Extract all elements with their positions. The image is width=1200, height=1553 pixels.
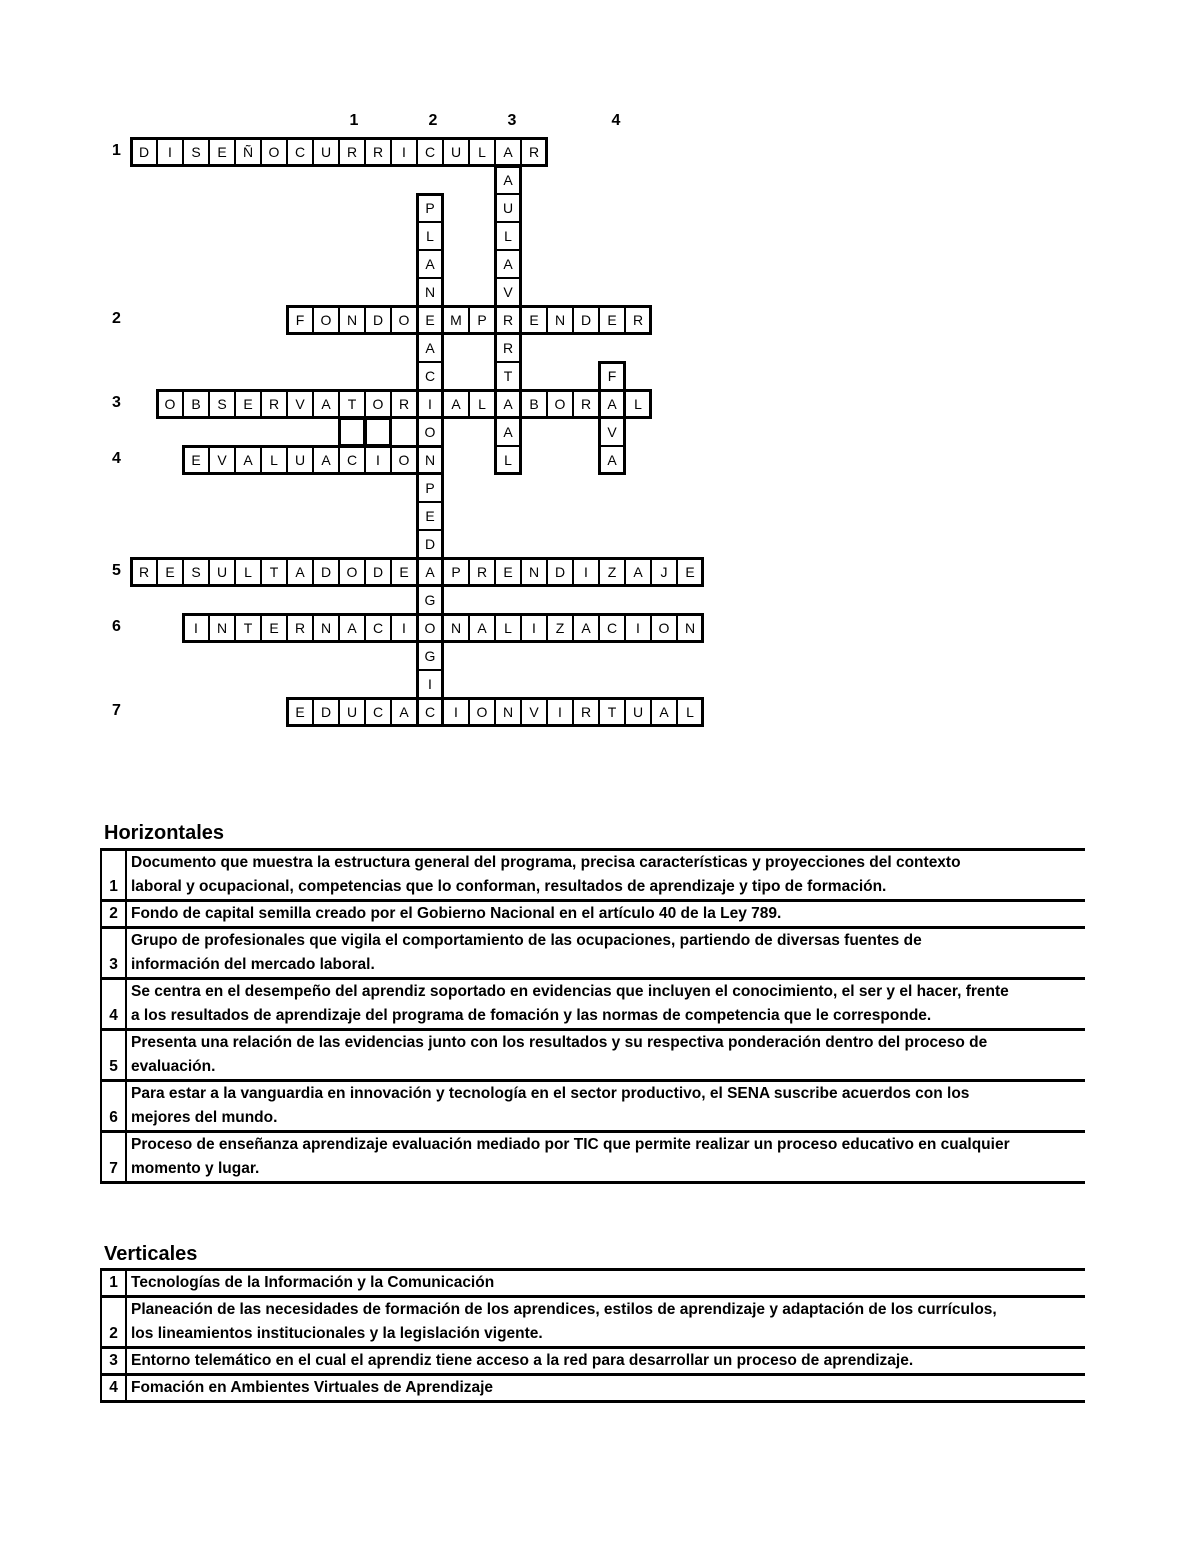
crossword-cell: N — [443, 614, 469, 642]
clue-line: Tecnologías de la Información y la Comunicación — [131, 1274, 495, 1291]
crossword-cell: C — [417, 362, 443, 390]
crossword-cell: E — [495, 558, 521, 586]
crossword-cell: I — [573, 558, 599, 586]
clue-number: 1 — [101, 850, 126, 901]
crossword-cell: A — [391, 698, 417, 726]
verticales-row-1 — [101, 1270, 1085, 1297]
crossword-cell: A — [573, 614, 599, 642]
crossword-cell: R — [495, 334, 521, 362]
crossword-cell: O — [391, 446, 417, 474]
crossword-cell: R — [365, 138, 391, 166]
crossword-cell: R — [339, 138, 365, 166]
clue-line: Planeación de las necesidades de formación de los aprendices, estilos de aprendizaje y adaptación de los currículos, — [131, 1301, 997, 1319]
crossword-cell: L — [469, 390, 495, 418]
crossword-cell: T — [339, 390, 365, 418]
crossword-cell: C — [287, 138, 313, 166]
clue-line: Proceso de enseñanza aprendizaje evaluación mediado por TIC que permite realizar un proceso educativo en cualquier — [131, 1136, 1010, 1154]
crossword-cell: I — [391, 138, 417, 166]
crossword-cell: T — [599, 698, 625, 726]
crossword-cell: N — [417, 278, 443, 306]
crossword-cell: P — [417, 474, 443, 502]
crossword-cell: U — [287, 446, 313, 474]
column-number-3: 3 — [507, 112, 517, 129]
crossword-cell: B — [183, 390, 209, 418]
crossword-cell: D — [365, 306, 391, 334]
crossword-cell: S — [183, 558, 209, 586]
crossword-cell: V — [287, 390, 313, 418]
clue-text — [126, 928, 1085, 979]
crossword-cell: I — [547, 698, 573, 726]
crossword-cell: E — [287, 698, 313, 726]
crossword-cell: E — [261, 614, 287, 642]
clue-line: Documento que muestra la estructura general del programa, precisa características y proyecciones del contexto — [131, 854, 961, 871]
crossword-cell: O — [417, 418, 443, 446]
crossword-cell: R — [287, 614, 313, 642]
crossword-cell: R — [261, 390, 287, 418]
clue-text — [126, 1132, 1085, 1183]
crossword-cell: A — [495, 250, 521, 278]
crossword-cell: L — [495, 614, 521, 642]
crossword-cell: A — [495, 166, 521, 194]
crossword-cell: I — [443, 698, 469, 726]
clue-text — [126, 1375, 1085, 1402]
crossword-cell: N — [209, 614, 235, 642]
clue-text — [126, 1270, 1085, 1297]
clue-text — [126, 979, 1085, 1030]
crossword-cell: O — [391, 306, 417, 334]
verticales-row-2 — [101, 1297, 1085, 1348]
crossword-cell: E — [157, 558, 183, 586]
crossword-cell: A — [495, 138, 521, 166]
crossword-cell: L — [469, 138, 495, 166]
column-number-2: 2 — [428, 112, 438, 129]
crossword-cell: C — [365, 614, 391, 642]
crossword-cell: D — [131, 138, 157, 166]
crossword-cell: E — [391, 558, 417, 586]
clue-line: evaluación. — [131, 1058, 216, 1076]
crossword-cell: C — [417, 138, 443, 166]
crossword-cell: P — [469, 306, 495, 334]
crossword-cell: N — [495, 698, 521, 726]
crossword-cell: U — [339, 698, 365, 726]
clue-line: Para estar a la vanguardia en innovación y tecnología en el sector productivo, el SENA suscribe acuerdos con los — [131, 1085, 970, 1103]
crossword-cell: T — [235, 614, 261, 642]
clue-line: información del mercado laboral. — [131, 956, 375, 974]
crossword-cell: A — [443, 390, 469, 418]
crossword-cell: V — [599, 418, 625, 446]
crossword-cell: I — [417, 670, 443, 698]
crossword-cell: R — [495, 306, 521, 334]
crossword-cell: C — [417, 698, 443, 726]
clue-number: 4 — [101, 979, 126, 1030]
crossword-cell: N — [547, 306, 573, 334]
crossword-cell: U — [443, 138, 469, 166]
crossword-cell: S — [183, 138, 209, 166]
row-number-4: 4 — [112, 450, 121, 467]
crossword-cell: A — [651, 698, 677, 726]
crossword-cell: N — [677, 614, 703, 642]
crossword-cell: N — [521, 558, 547, 586]
crossword-cell: A — [339, 614, 365, 642]
verticales-row-4 — [101, 1375, 1085, 1402]
clue-text — [126, 1348, 1085, 1375]
horizontales-row-7 — [101, 1132, 1085, 1183]
clue-line: Se centra en el desempeño del aprendiz soportado en evidencias que incluyen el conocimiento, el ser y el hacer, frente — [131, 983, 1009, 1001]
crossword-cell: R — [521, 138, 547, 166]
clue-number: 3 — [101, 928, 126, 979]
crossword-cell: V — [521, 698, 547, 726]
crossword-cell: D — [313, 558, 339, 586]
crossword-cell: C — [599, 614, 625, 642]
crossword-cell: R — [131, 558, 157, 586]
crossword-cell: O — [339, 558, 365, 586]
crossword-cell: E — [521, 306, 547, 334]
crossword-cell: U — [495, 194, 521, 222]
crossword-cell: I — [625, 614, 651, 642]
crossword-cell: E — [417, 502, 443, 530]
crossword-cell: V — [495, 278, 521, 306]
crossword-cell: L — [417, 222, 443, 250]
crossword-cell: O — [261, 138, 287, 166]
crossword-cell: V — [209, 446, 235, 474]
crossword-cell: I — [521, 614, 547, 642]
crossword-cell: O — [157, 390, 183, 418]
empty-box — [364, 417, 392, 447]
crossword-cell: I — [391, 614, 417, 642]
row-number-6: 6 — [112, 618, 121, 635]
crossword-cell: O — [313, 306, 339, 334]
column-number-4: 4 — [611, 112, 621, 129]
clue-text — [126, 1297, 1085, 1348]
crossword-cell: U — [209, 558, 235, 586]
crossword-cell: A — [417, 558, 443, 586]
crossword-cell: A — [469, 614, 495, 642]
crossword-cell: D — [365, 558, 391, 586]
crossword-cell: O — [417, 614, 443, 642]
clue-line: Entorno telemático en el cual el aprendiz tiene acceso a la red para desarrollar un proceso de aprendizaje. — [131, 1352, 914, 1370]
crossword-cell: A — [495, 390, 521, 418]
crossword-cell: R — [469, 558, 495, 586]
crossword-cell: R — [573, 390, 599, 418]
clue-number: 4 — [101, 1375, 126, 1402]
crossword-cell: E — [677, 558, 703, 586]
row-number-7: 7 — [112, 702, 121, 719]
crossword-cell: U — [625, 698, 651, 726]
crossword-cell: O — [651, 614, 677, 642]
clue-text — [126, 901, 1085, 928]
crossword-cell: O — [469, 698, 495, 726]
clue-line: mejores del mundo. — [131, 1109, 278, 1127]
crossword-cell: A — [313, 446, 339, 474]
crossword-cell: L — [625, 390, 651, 418]
clue-number: 3 — [101, 1348, 126, 1375]
crossword-cell: R — [625, 306, 651, 334]
clue-line: laboral y ocupacional, competencias que lo conforman, resultados de aprendizaje y tipo de formación. — [131, 878, 887, 896]
crossword-cell: I — [157, 138, 183, 166]
crossword-cell: Z — [599, 558, 625, 586]
horizontales-row-2 — [101, 901, 1085, 928]
crossword-cell: R — [391, 390, 417, 418]
crossword-cell: D — [573, 306, 599, 334]
crossword-cell: R — [573, 698, 599, 726]
clue-text — [126, 1081, 1085, 1132]
horizontales-title: Horizontales — [104, 822, 225, 844]
crossword-cell: G — [417, 586, 443, 614]
crossword-cell: E — [417, 306, 443, 334]
clue-line: los lineamientos institucionales y la legislación vigente. — [131, 1325, 543, 1343]
clue-line: Presenta una relación de las evidencias junto con los resultados y su respectiva ponderación dentro del proceso de — [131, 1034, 988, 1052]
clue-number: 6 — [101, 1081, 126, 1132]
crossword-cell: D — [547, 558, 573, 586]
crossword-cell: E — [599, 306, 625, 334]
crossword-cell: A — [599, 446, 625, 474]
horizontales-table — [100, 848, 1085, 1184]
row-number-3: 3 — [112, 394, 121, 411]
crossword-cell: J — [651, 558, 677, 586]
row-number-5: 5 — [112, 562, 121, 579]
crossword-cell: N — [417, 446, 443, 474]
horizontales-row-3 — [101, 928, 1085, 979]
crossword-cell: L — [677, 698, 703, 726]
crossword-cell: E — [209, 138, 235, 166]
crossword-cell: L — [261, 446, 287, 474]
empty-box — [338, 417, 366, 447]
crossword-cell: N — [339, 306, 365, 334]
crossword-cell: A — [625, 558, 651, 586]
horizontales-row-5 — [101, 1030, 1085, 1081]
crossword-cell: I — [183, 614, 209, 642]
crossword-cell: E — [235, 390, 261, 418]
clue-line: Grupo de profesionales que vigila el comportamiento de las ocupaciones, partiendo de diversas fuentes de — [131, 932, 922, 950]
row-number-1: 1 — [112, 142, 121, 159]
crossword-cell: C — [339, 446, 365, 474]
clue-line: Fomación en Ambientes Virtuales de Aprendizaje — [131, 1379, 494, 1397]
clue-number: 5 — [101, 1030, 126, 1081]
crossword-cell: A — [313, 390, 339, 418]
horizontales-row-1 — [101, 850, 1085, 901]
crossword-cell: U — [313, 138, 339, 166]
crossword-cell: D — [417, 530, 443, 558]
crossword-cell: A — [495, 418, 521, 446]
crossword-cell: G — [417, 642, 443, 670]
crossword-cell: B — [521, 390, 547, 418]
crossword-cell: L — [495, 222, 521, 250]
crossword-cell: L — [495, 446, 521, 474]
crossword-cell: Ñ — [235, 138, 261, 166]
clue-text — [126, 850, 1085, 901]
clue-line: momento y lugar. — [131, 1160, 260, 1178]
crossword-cell: T — [261, 558, 287, 586]
crossword-cell: F — [287, 306, 313, 334]
crossword-cell: O — [365, 390, 391, 418]
crossword-cell: C — [365, 698, 391, 726]
crossword-cell: N — [313, 614, 339, 642]
crossword-cell: M — [443, 306, 469, 334]
crossword-cell: P — [443, 558, 469, 586]
crossword-cell: A — [599, 390, 625, 418]
row-number-2: 2 — [112, 310, 121, 327]
verticales-row-3 — [101, 1348, 1085, 1375]
verticales-table — [100, 1268, 1085, 1403]
crossword-cell: E — [183, 446, 209, 474]
crossword-cell: P — [417, 194, 443, 222]
crossword-cell: A — [417, 334, 443, 362]
horizontales-row-4 — [101, 979, 1085, 1030]
column-number-1: 1 — [349, 112, 359, 129]
crossword-cell: S — [209, 390, 235, 418]
clue-number: 2 — [101, 1297, 126, 1348]
crossword-cell: T — [495, 362, 521, 390]
clue-line: a los resultados de aprendizaje del programa de fomación y las normas de competencia que le corresponde. — [131, 1007, 932, 1025]
crossword-cell: Z — [547, 614, 573, 642]
crossword-cell: L — [235, 558, 261, 586]
clue-text — [126, 1030, 1085, 1081]
clue-line: Fondo de capital semilla creado por el Gobierno Nacional en el artículo 40 de la Ley 789. — [131, 905, 782, 923]
clue-number: 2 — [101, 901, 126, 928]
crossword-cell: A — [417, 250, 443, 278]
crossword-cell: F — [599, 362, 625, 390]
crossword-cell: D — [313, 698, 339, 726]
horizontales-row-6 — [101, 1081, 1085, 1132]
clue-number: 1 — [101, 1270, 126, 1297]
crossword-cell: I — [365, 446, 391, 474]
crossword-cell: I — [417, 390, 443, 418]
clue-number: 7 — [101, 1132, 126, 1183]
crossword-cell: O — [547, 390, 573, 418]
crossword-cell: A — [287, 558, 313, 586]
crossword-cell: A — [235, 446, 261, 474]
verticales-title: Verticales — [104, 1243, 198, 1265]
